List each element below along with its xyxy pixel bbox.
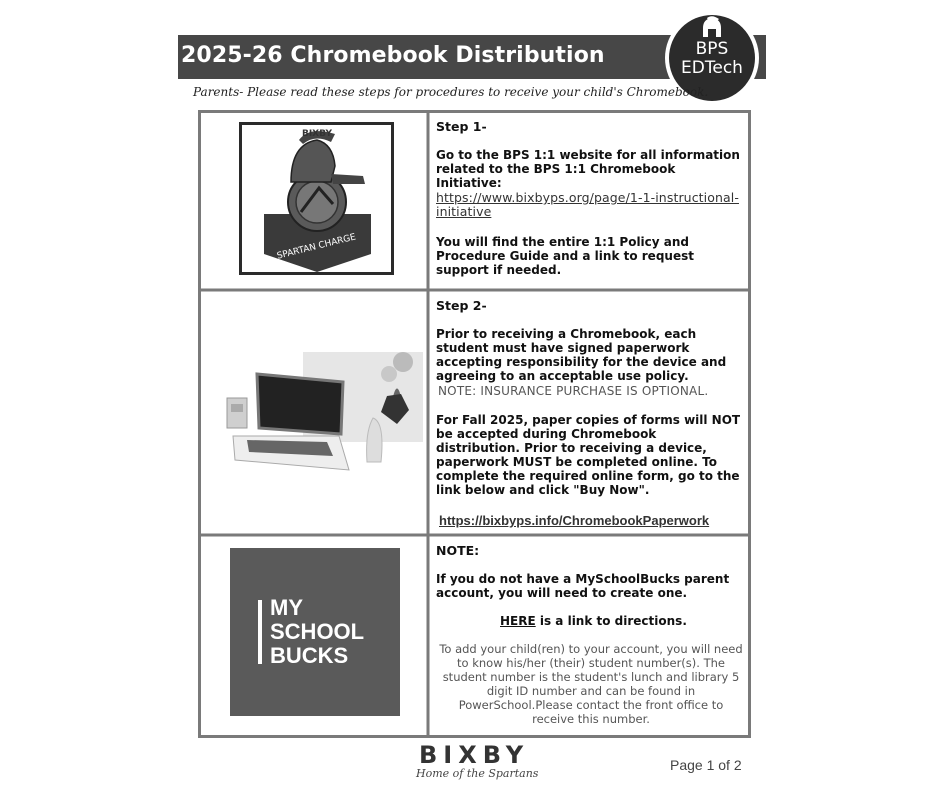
- step2-paragraph1: Prior to receiving a Chromebook, each student must have signed paperwork accepting responsibility for the device and agreeing to an acceptable use policy.: [436, 327, 727, 383]
- spartan-logo-top-text: BIXBY: [301, 129, 333, 139]
- step1-intro: Go to the BPS 1:1 website for all information related to the BPS 1:1 Chromebook Initiative:: [436, 148, 740, 190]
- here-link[interactable]: HERE: [500, 614, 536, 628]
- badge-text-edtech: EDTech: [681, 58, 743, 78]
- spartan-charge-logo: [239, 122, 394, 275]
- msb-line-bucks: BUCKS: [270, 643, 349, 668]
- laptop-photo: [213, 352, 423, 495]
- badge-text-bps: BPS: [695, 39, 729, 59]
- insurance-note: NOTE: INSURANCE PURCHASE IS OPTIONAL.: [438, 384, 709, 398]
- bixby-tagline: Home of the Spartans: [416, 767, 539, 780]
- step2-paragraph2: For Fall 2025, paper copies of forms will NOT be accepted during Chromebook distribution. Prior to receiving a device, paperwork MUST be completed online. To complete the required online form, go to the link below and click "Buy Now".: [436, 413, 741, 497]
- paperwork-link[interactable]: https://bixbyps.info/ChromebookPaperwork: [439, 513, 710, 528]
- myschoolbucks-logo: [230, 548, 400, 716]
- msb-logo-text: [270, 596, 364, 668]
- instructions-subtitle: Parents- Please read these steps for procedures to receive your child's Chromebook.: [193, 85, 709, 99]
- step1-heading: Step 1-: [436, 119, 487, 134]
- note-heading: NOTE:: [436, 543, 480, 558]
- bixby-wordmark: BIXBY: [419, 741, 530, 769]
- msb-logo-bar: [258, 600, 262, 664]
- page-title: 2025-26 Chromebook Distribution: [181, 43, 605, 68]
- spartan-logo-banner-text: SPARTAN CHARGE: [276, 232, 358, 262]
- directions-line: [500, 614, 750, 628]
- step2-heading: Step 2-: [436, 298, 487, 313]
- student-number-info: To add your child(ren) to your account, you will need to know his/her (their) student number(s). The student number is the student's lunch and library 5 digit ID number and can be found in PowerSchool.Please contact the front office to receive this number.: [439, 642, 743, 726]
- myschoolbucks-account-text: If you do not have a MySchoolBucks parent account, you will need to create one.: [436, 572, 730, 600]
- spartan-helmet-icon: [699, 16, 725, 38]
- directions-text: is a link to directions.: [535, 614, 687, 628]
- bps-website-link[interactable]: https://www.bixbyps.org/page/1-1-instructional-initiative: [436, 190, 739, 219]
- step1-closing: You will find the entire 1:1 Policy and Procedure Guide and a link to request support if needed.: [436, 235, 694, 277]
- msb-line-school: SCHOOL: [270, 619, 365, 644]
- page-number: Page 1 of 2: [670, 757, 742, 773]
- msb-line-my: MY: [270, 595, 303, 620]
